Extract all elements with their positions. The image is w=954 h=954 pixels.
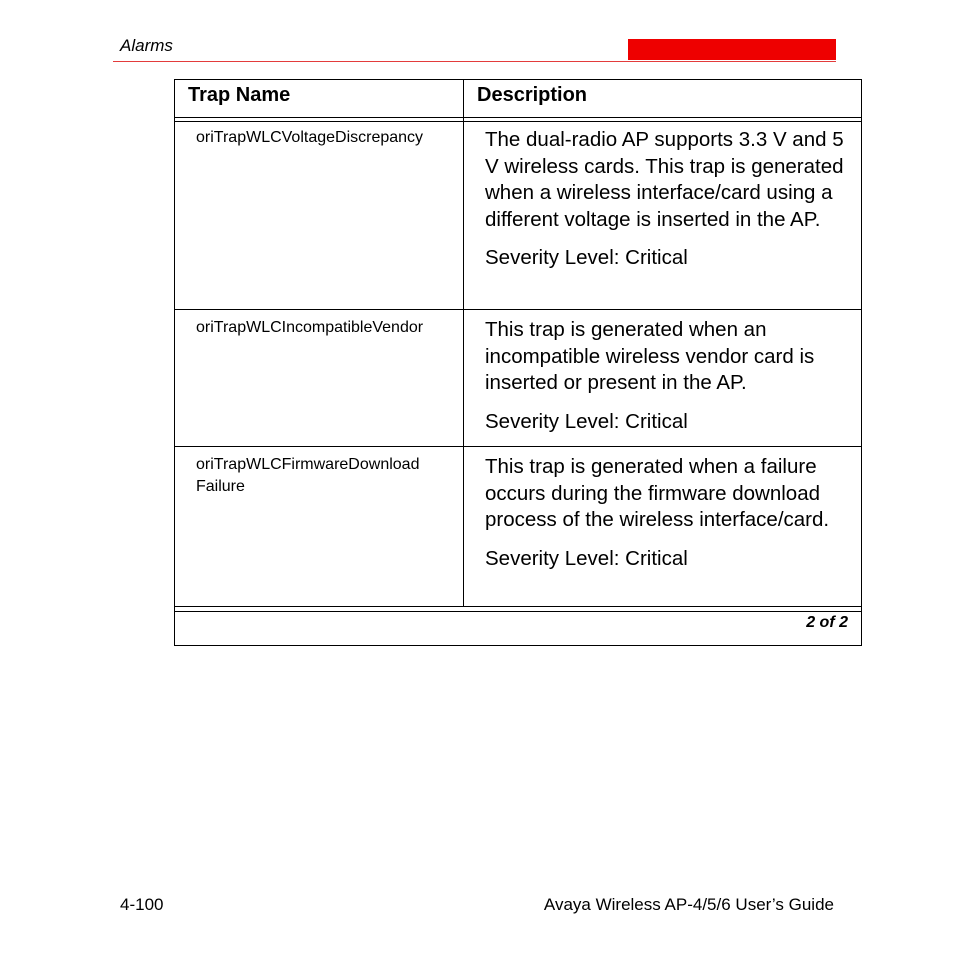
trap-table xyxy=(174,79,862,646)
severity-level: Severity Level: Critical xyxy=(485,246,688,269)
header-rule-upper xyxy=(175,117,861,118)
trap-name-cell: oriTrapWLCVoltageDiscrepancy xyxy=(196,129,424,146)
header-rule xyxy=(113,61,836,62)
severity-level: Severity Level: Critical xyxy=(485,546,688,570)
table-page-indicator: 2 of 2 xyxy=(806,614,848,631)
footer-page-number: 4-100 xyxy=(120,895,164,914)
section-title: Alarms xyxy=(120,36,173,55)
trap-name-cell: oriTrapWLCFirmwareDownload Failure xyxy=(196,456,420,495)
row-divider xyxy=(175,446,861,447)
trap-description: This trap is generated when an incompatible wireless vendor card is inserted or present in the AP. xyxy=(485,318,815,394)
severity-level: Severity Level: Critical xyxy=(485,409,688,433)
table-end-rule-upper xyxy=(175,606,861,607)
trap-description-cell xyxy=(485,454,857,572)
table-end-rule-lower xyxy=(175,611,861,612)
trap-description: The dual-radio AP supports 3.3 V and 5 V wireless cards. This trap is generated when a wireless interface/card using a different voltage is inserted in the AP. xyxy=(485,128,844,231)
trap-description: This trap is generated when a failure occurs during the firmware download process of the wireless interface/card. xyxy=(485,455,830,531)
trap-description-cell xyxy=(485,317,857,435)
trap-name-cell: oriTrapWLCIncompatibleVendor xyxy=(196,319,424,336)
header-accent-bar xyxy=(628,39,836,60)
row-divider xyxy=(175,309,861,310)
column-header-description: Description xyxy=(477,84,588,106)
footer-guide-title: Avaya Wireless AP-4/5/6 User’s Guide xyxy=(543,895,834,914)
column-header-trap-name: Trap Name xyxy=(188,84,291,106)
header-rule-lower xyxy=(175,121,861,122)
trap-description-cell xyxy=(485,127,857,272)
column-divider xyxy=(463,80,464,606)
